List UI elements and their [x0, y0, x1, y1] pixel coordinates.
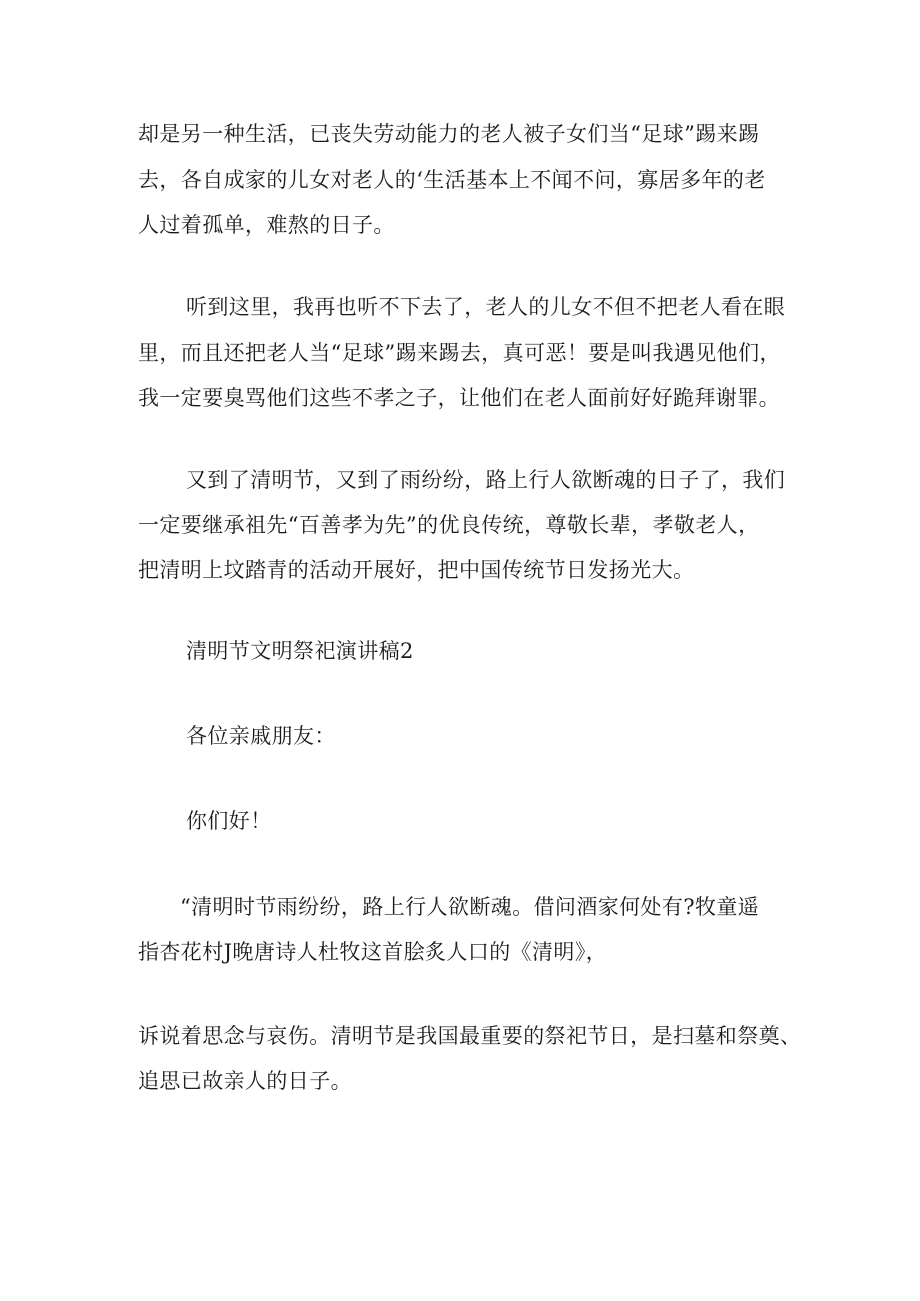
paragraph-1-line-1: 却是另一种生活，已丧失劳动能力的老人被子女们当“足球”踢来踢 — [138, 122, 760, 146]
paragraph-4-line-1: “清明时节雨纷纷，路上行人欲断魂。借问酒家何处有?牧童遥 — [180, 895, 760, 919]
paragraph-1-line-2: 去，各自成家的儿女对老人的‘生活基本上不闻不问，寡居多年的老 — [138, 168, 766, 192]
paragraph-2-line-2: 里，而且还把老人当“足球”踢来踢去，真可恶！要是叫我遇见他们， — [138, 341, 781, 365]
paragraph-5-line-1: 诉说着思念与哀伤。清明节是我国最重要的祭祀节日，是扫墓和祭奠、 — [138, 1024, 802, 1048]
paragraph-5-line-2: 追思已故亲人的日子。 — [138, 1069, 352, 1093]
paragraph-3-line-2: 一定要继承祖先“百善孝为先”的优良传统，尊敬长辈，孝敬老人， — [138, 513, 760, 537]
salutation: 各位亲戚朋友： — [186, 724, 336, 748]
paragraph-3-line-1: 又到了清明节，又到了雨纷纷，路上行人欲断魂的日子了，我们 — [186, 468, 786, 492]
paragraph-1-line-3: 人过着孤单，难熬的日子。 — [138, 213, 395, 237]
paragraph-3-line-3: 把清明上坟踏青的活动开展好，把中国传统节日发扬光大。 — [138, 558, 695, 582]
paragraph-4-line-2: 指杏花村J晚唐诗人杜牧这首脍炙人口的《清明》， — [138, 940, 608, 964]
paragraph-2-line-3: 我一定要臭骂他们这些不孝之子，让他们在老人面前好好跪拜谢罪。 — [138, 386, 780, 410]
section-heading: 清明节文明祭祀演讲稿2 — [186, 639, 414, 663]
paragraph-2-line-1: 听到这里，我再也听不下去了，老人的儿女不但不把老人看在眼 — [186, 295, 786, 319]
greeting: 你们好！ — [186, 809, 272, 833]
